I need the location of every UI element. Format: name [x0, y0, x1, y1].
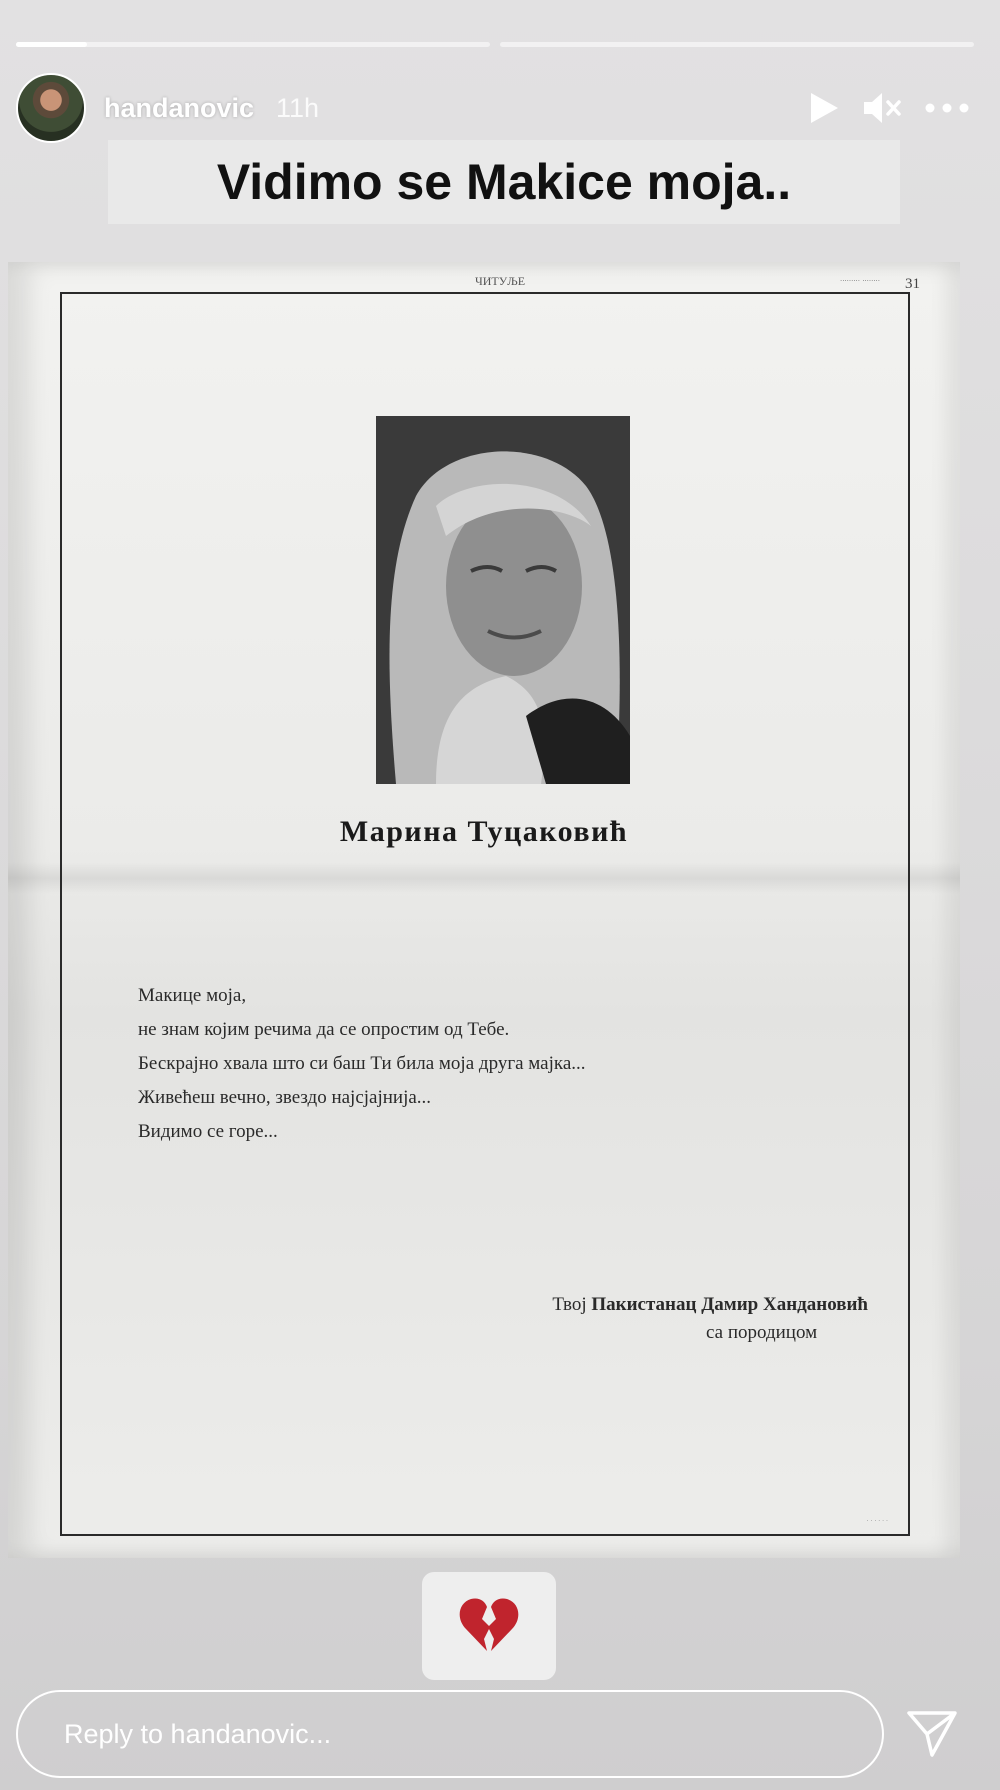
- signature-line-1: [398, 1294, 868, 1316]
- post-time: 11h: [276, 92, 320, 123]
- username[interactable]: handanovic: [104, 92, 255, 123]
- avatar[interactable]: [16, 73, 86, 143]
- page-number: 31: [905, 276, 920, 292]
- poem-line: Бескрајно хвала што си баш Ти била моја друга мајка...: [138, 1053, 586, 1074]
- mute-icon[interactable]: [862, 91, 902, 125]
- reply-placeholder: Reply to handanovic...: [64, 1718, 332, 1749]
- story-progress-1: [16, 42, 490, 47]
- broken-heart-sticker: [422, 1572, 556, 1680]
- signature-name: Пакистанац Дамир Хандановић: [591, 1294, 868, 1315]
- date-tiny: ......... ........: [839, 274, 880, 283]
- play-icon[interactable]: [808, 91, 840, 125]
- broken-heart-icon: [458, 1595, 520, 1658]
- story-header: [16, 72, 970, 144]
- story-caption: Vidimo se Makice moja..: [108, 140, 900, 224]
- poem-line: Макице моја,: [138, 985, 247, 1006]
- reply-input[interactable]: [16, 1690, 884, 1778]
- deceased-name: Марина Туцаковић: [339, 815, 629, 848]
- poem-line: не знам којим речима да се опростим од Тебе.: [138, 1019, 510, 1040]
- poem-line: Видимо се горе...: [138, 1121, 278, 1142]
- section-label: ЧИТУЉЕ: [474, 274, 526, 288]
- signature-line-2: са породицом: [706, 1322, 818, 1343]
- poem-line: Живећеш вечно, звездо најсјајнија...: [138, 1087, 432, 1108]
- story-progress-2: [500, 42, 974, 47]
- story-progress-1-fill: [16, 42, 87, 47]
- send-icon[interactable]: [906, 1710, 958, 1763]
- signature-prefix: Твој: [552, 1294, 587, 1315]
- newspaper-photo: [8, 262, 960, 1558]
- obituary-text: [138, 979, 738, 1149]
- more-icon[interactable]: [924, 102, 970, 114]
- story-controls: [808, 91, 970, 125]
- signature: [398, 1294, 868, 1344]
- portrait-photo: [376, 416, 630, 784]
- print-credit: . . . . . .: [866, 1516, 888, 1523]
